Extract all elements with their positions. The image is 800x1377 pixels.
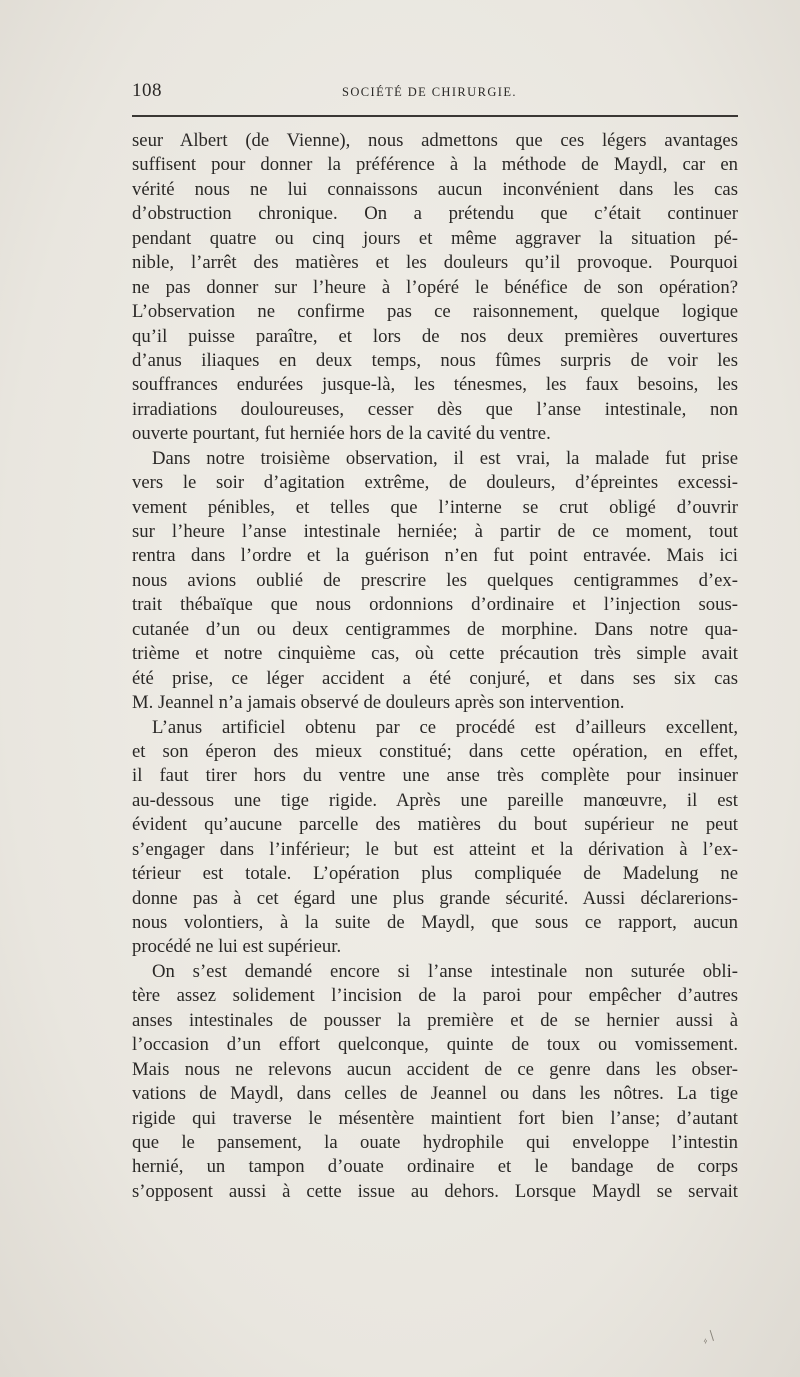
ink-mark: ⸗ ∕ xyxy=(699,1328,719,1349)
text-line: L’observation ne confirme pas ce raisonnement, quelque logique xyxy=(132,301,738,323)
text-line: vement pénibles, et telles que l’interne se crut obligé d’ouvrir xyxy=(132,496,738,518)
text-line: irradiations douloureuses, cesser dès que l’anse intestinale, non xyxy=(132,398,738,420)
text-line: l’occasion d’un effort quelconque, quinte de toux ou vomissement. xyxy=(132,1034,738,1056)
text-line: s’opposent aussi à cette issue au dehors. Lorsque Maydl se servait xyxy=(132,1180,738,1202)
text-line: rentra dans l’ordre et la guérison n’en fut point entravée. Mais ici xyxy=(132,545,738,567)
text-line: térieur est totale. L’opération plus compliquée de Madelung ne xyxy=(132,863,738,885)
text-line: il faut tirer hors du ventre une anse très complète pour insinuer xyxy=(132,765,738,787)
header-rule xyxy=(132,115,738,117)
running-title: SOCIÉTÉ DE CHIRURGIE. xyxy=(342,85,517,99)
text-line: nous volontiers, à la suite de Maydl, que sous ce rapport, aucun xyxy=(132,912,738,933)
text-line: nous avions oublié de prescrire les quelques centigrammes d’ex- xyxy=(132,569,738,591)
page-header xyxy=(132,80,738,106)
text-line: Mais nous ne relevons aucun accident de ce genre dans les obser- xyxy=(132,1058,738,1080)
text-line: hernié, un tampon d’ouate ordinaire et le bandage de corps xyxy=(132,1156,738,1178)
text-line: donne pas à cet égard une plus grande sécurité. Aussi déclarerions- xyxy=(132,887,738,909)
text-line: trième et notre cinquième cas, où cette précaution très simple avait xyxy=(132,643,738,665)
text-line: été prise, ce léger accident a été conjuré, et dans ses six cas xyxy=(132,667,738,689)
page-number: 108 xyxy=(132,80,162,101)
text-line: vérité nous ne lui connaissons aucun inconvénient dans les cas xyxy=(132,178,738,200)
text-line: seur Albert (de Vienne), nous admettons que ces légers avantages xyxy=(132,130,738,151)
text-line: vers le soir d’agitation extrême, de douleurs, d’épreintes excessi- xyxy=(132,472,738,494)
text-line: d’obstruction chronique. On a prétendu que c’était continuer xyxy=(132,203,738,225)
text-line: sur l’heure l’anse intestinale herniée; à partir de ce moment, tout xyxy=(132,521,738,542)
text-line: et son éperon des mieux constitué; dans cette opération, en effet, xyxy=(132,740,738,762)
text-line: évident qu’aucune parcelle des matières du bout supérieur ne peut xyxy=(132,814,738,836)
text-line: tère assez solidement l’incision de la paroi pour empêcher d’autres xyxy=(132,985,738,1007)
text-line: L’anus artificiel obtenu par ce procédé est d’ailleurs excellent, xyxy=(152,716,738,738)
text-line: que le pansement, la ouate hydrophile qui enveloppe l’intestin xyxy=(132,1131,738,1153)
text-line: pendant quatre ou cinq jours et même aggraver la situation pé- xyxy=(132,227,738,249)
text-line: M. Jeannel n’a jamais observé de douleurs après son intervention. xyxy=(132,692,625,714)
text-line: suffisent pour donner la préférence à la méthode de Maydl, car en xyxy=(132,154,738,176)
text-line: anses intestinales de pousser la première et de se hernier aussi à xyxy=(132,1009,738,1031)
text-line: nible, l’arrêt des matières et les douleurs qu’il provoque. Pourquoi xyxy=(132,252,738,274)
text-line: s’engager dans l’inférieur; le but est atteint et la dérivation à l’ex- xyxy=(132,838,738,860)
text-line: vations de Maydl, dans celles de Jeannel ou dans les nôtres. La tige xyxy=(132,1083,738,1105)
text-line: souffrances endurées jusque-là, les ténesmes, les faux besoins, les xyxy=(132,374,738,396)
text-line: On s’est demandé encore si l’anse intestinale non suturée obli- xyxy=(152,960,738,982)
body-text xyxy=(132,129,738,1204)
text-line: Dans notre troisième observation, il est vrai, la malade fut prise xyxy=(152,447,738,469)
text-line: procédé ne lui est supérieur. xyxy=(132,936,342,958)
text-line: qu’il puisse paraître, et lors de nos deux premières ouvertures xyxy=(132,325,738,347)
text-line: trait thébaïque que nous ordonnions d’ordinaire et l’injection sous- xyxy=(132,594,738,616)
text-line: au-dessous une tige rigide. Après une pareille manœuvre, il est xyxy=(132,789,738,811)
text-line: cutanée d’un ou deux centigrammes de morphine. Dans notre qua- xyxy=(132,618,738,640)
text-line: d’anus iliaques en deux temps, nous fûmes surpris de voir les xyxy=(132,349,738,371)
text-line: ouverte pourtant, fut herniée hors de la cavité du ventre. xyxy=(132,423,551,445)
text-line: ne pas donner sur l’heure à l’opéré le bénéfice de son opération? xyxy=(132,276,738,298)
text-line: rigide qui traverse le mésentère maintient fort bien l’anse; d’autant xyxy=(132,1107,738,1129)
